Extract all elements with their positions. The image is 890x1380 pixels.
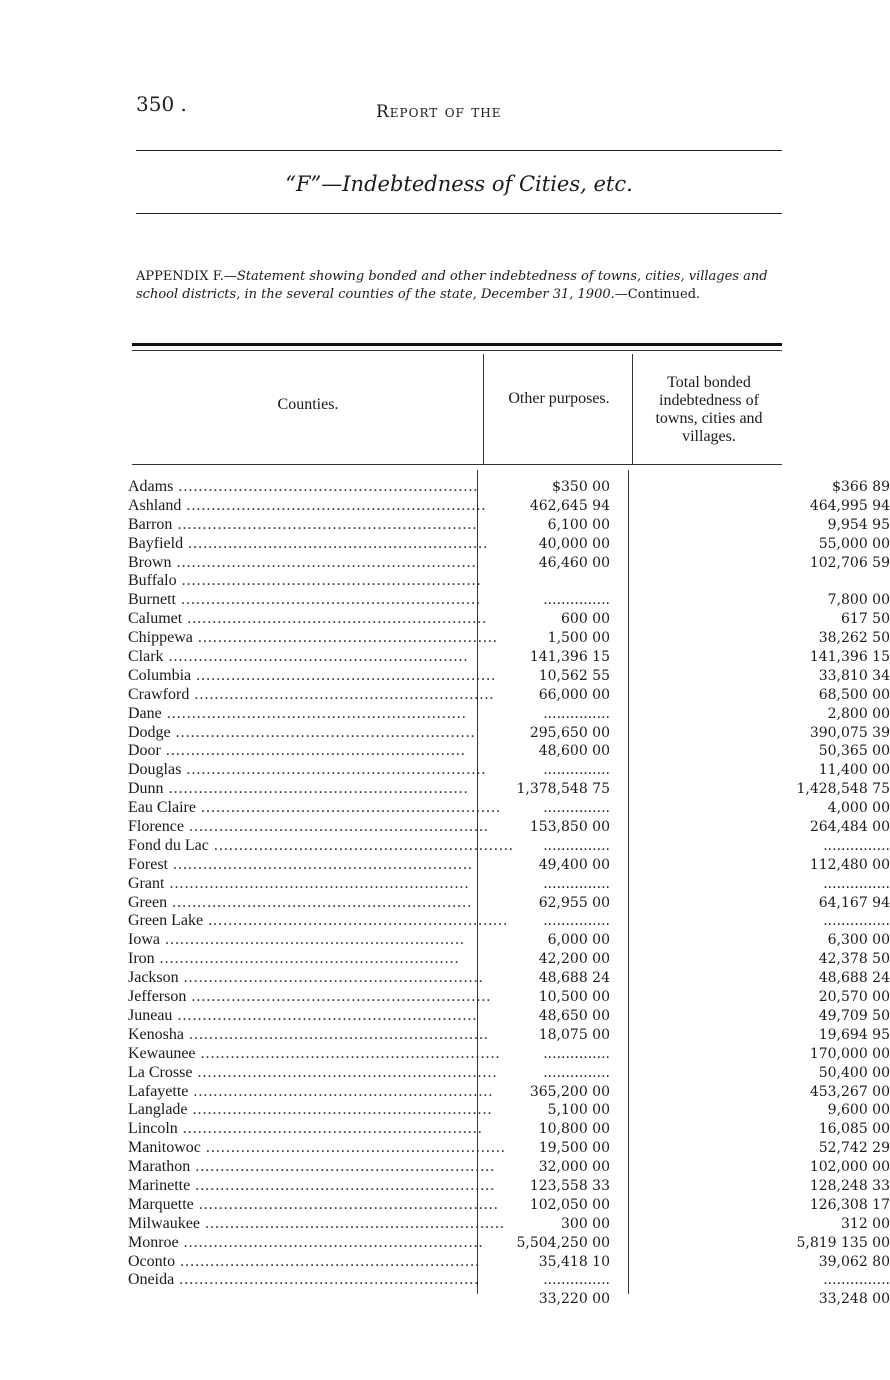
county-name: Fond du Lac bbox=[128, 836, 209, 854]
table-row bbox=[128, 1063, 890, 1083]
county-cell bbox=[128, 1044, 501, 1064]
table-row bbox=[128, 1233, 890, 1253]
county-cell bbox=[128, 969, 484, 988]
dot-leader: ............................................................ bbox=[182, 610, 488, 628]
table-row bbox=[128, 1006, 890, 1026]
table-row bbox=[128, 629, 890, 648]
dot-leader: ............................................................ bbox=[171, 553, 477, 571]
other-purposes-cell: ............... bbox=[543, 705, 610, 722]
table-row bbox=[128, 912, 890, 931]
county-cell bbox=[128, 666, 497, 686]
table-row bbox=[128, 666, 890, 686]
table-row bbox=[128, 1214, 890, 1234]
dot-leader: ............................................................ bbox=[183, 534, 489, 552]
table-row bbox=[128, 761, 890, 780]
county-cell bbox=[128, 1120, 483, 1139]
other-purposes-cell: ............... bbox=[543, 1064, 610, 1081]
county-name: Door bbox=[128, 742, 161, 760]
other-purposes-cell: 66,000 00 bbox=[538, 686, 610, 703]
table-top-rule-thin bbox=[132, 350, 782, 351]
county-cell bbox=[128, 1176, 496, 1196]
other-purposes-cell: 48,688 24 bbox=[538, 970, 610, 987]
county-cell bbox=[128, 1252, 481, 1272]
dot-leader: ............................................................ bbox=[176, 572, 482, 590]
county-cell bbox=[128, 496, 487, 516]
dot-leader: ............................................................ bbox=[187, 1101, 493, 1119]
table-row bbox=[128, 780, 890, 799]
header-counties: Counties. bbox=[277, 396, 339, 413]
dot-leader: ............................................................ bbox=[195, 799, 501, 817]
total-bonded-cell: 39,062 80 bbox=[818, 1253, 890, 1270]
total-bonded-cell: 112,480 00 bbox=[809, 856, 890, 873]
table-row bbox=[128, 988, 890, 1007]
county-name: Lincoln bbox=[128, 1120, 178, 1138]
county-cell bbox=[128, 894, 474, 913]
dot-leader: ............................................................ bbox=[168, 855, 473, 873]
table-header-rule bbox=[132, 464, 782, 465]
county-name: Iron bbox=[128, 950, 155, 968]
other-purposes-cell: 35,418 10 bbox=[538, 1253, 610, 1270]
caption-continued: —Continued. bbox=[614, 287, 701, 302]
county-name: Crawford bbox=[128, 685, 190, 703]
county-cell bbox=[128, 912, 509, 931]
county-cell bbox=[128, 799, 501, 818]
county-cell bbox=[128, 629, 498, 648]
county-name: Oneida bbox=[128, 1271, 175, 1289]
dot-leader: ............................................................ bbox=[173, 478, 479, 495]
dot-leader: ............................................................ bbox=[178, 1233, 484, 1251]
total-bonded-cell: 390,075 39 bbox=[809, 724, 890, 741]
table-row bbox=[128, 572, 784, 591]
other-purposes-cell: ............... bbox=[543, 592, 610, 609]
county-name: Calumet bbox=[128, 610, 183, 628]
dot-leader: ............................................................ bbox=[154, 950, 460, 968]
table-row bbox=[128, 591, 890, 610]
title-rule-bottom bbox=[136, 213, 782, 214]
county-cell bbox=[128, 1139, 506, 1158]
dot-leader: ............................................................ bbox=[191, 666, 497, 684]
county-name: Douglas bbox=[128, 761, 182, 779]
county-cell bbox=[128, 1271, 480, 1290]
total-bonded-cell: 52,742 29 bbox=[818, 1140, 890, 1157]
other-purposes-cell: 33,220 00 bbox=[538, 1291, 610, 1308]
dot-leader: ............................................................ bbox=[190, 1158, 496, 1176]
table-row bbox=[128, 1044, 890, 1064]
other-purposes-cell: 1,500 00 bbox=[547, 630, 610, 647]
running-title: Report of the bbox=[376, 102, 502, 122]
county-cell bbox=[128, 685, 495, 705]
other-purposes-cell: ............... bbox=[543, 1045, 610, 1062]
caption-body: Statement showing bonded and other indebtedness of towns, cities, villages and school districts, in the several counties of the state, December 31, 1900. bbox=[136, 269, 768, 302]
county-name: Eau Claire bbox=[128, 799, 196, 817]
page-number: 350 . bbox=[136, 92, 187, 116]
total-bonded-cell: 2,800 00 bbox=[827, 705, 890, 722]
other-purposes-cell: 102,050 00 bbox=[529, 1196, 610, 1213]
county-name: Burnett bbox=[128, 591, 176, 609]
table-row bbox=[128, 1025, 890, 1045]
county-name: Marathon bbox=[128, 1158, 191, 1176]
other-purposes-cell: 295,650 00 bbox=[529, 724, 610, 741]
county-name: Juneau bbox=[128, 1006, 173, 1024]
total-bonded-cell: 128,248 33 bbox=[809, 1177, 890, 1194]
dot-leader: ............................................................ bbox=[199, 1214, 505, 1232]
total-bonded-cell: 102,706 59 bbox=[809, 554, 890, 571]
other-purposes-cell: 19,500 00 bbox=[538, 1140, 610, 1157]
county-name: Manitowoc bbox=[128, 1139, 201, 1157]
county-name: Langlade bbox=[128, 1101, 188, 1119]
dot-leader: ............................................................ bbox=[161, 704, 467, 722]
section-title: “F”—Indebtedness of Cities, etc. bbox=[285, 172, 633, 196]
dot-leader: ............................................................ bbox=[189, 685, 495, 703]
total-bonded-cell: ............... bbox=[823, 1272, 890, 1289]
dot-leader: ............................................................ bbox=[178, 969, 484, 987]
other-purposes-cell: 10,562 55 bbox=[538, 667, 610, 684]
dot-leader: ............................................................ bbox=[159, 931, 465, 949]
other-purposes-cell: ............... bbox=[543, 913, 610, 930]
county-name: Adams bbox=[128, 478, 174, 495]
county-cell bbox=[128, 478, 479, 497]
county-name: Lafayette bbox=[128, 1082, 189, 1100]
other-purposes-cell: 10,500 00 bbox=[538, 989, 610, 1006]
county-name: Jackson bbox=[128, 969, 179, 987]
total-bonded-cell: 9,600 00 bbox=[827, 1102, 890, 1119]
other-purposes-cell: 6,000 00 bbox=[547, 932, 610, 949]
dot-leader: ............................................................ bbox=[183, 818, 489, 836]
dot-leader: ............................................................ bbox=[183, 1025, 489, 1043]
county-cell bbox=[128, 856, 474, 875]
county-name: Brown bbox=[128, 553, 172, 571]
table-row bbox=[128, 496, 890, 516]
title-rule-top bbox=[136, 150, 782, 151]
other-purposes-cell: 62,955 00 bbox=[538, 894, 610, 911]
header-total-bonded: Total bonded indebtedness of towns, cities and villages. bbox=[655, 374, 763, 445]
total-bonded-cell: 5,819 135 00 bbox=[796, 1234, 890, 1251]
dot-leader: ............................................................ bbox=[195, 1044, 501, 1062]
dot-leader: ............................................................ bbox=[181, 761, 487, 779]
dot-leader: ............................................................ bbox=[200, 1139, 506, 1157]
county-cell bbox=[128, 1101, 493, 1120]
dot-leader: ............................................................ bbox=[192, 629, 498, 647]
other-purposes-cell: ............... bbox=[543, 1272, 610, 1289]
total-bonded-cell: 48,688 24 bbox=[818, 970, 890, 987]
total-bonded-cell: 16,085 00 bbox=[818, 1121, 890, 1138]
other-purposes-cell: 49,400 00 bbox=[538, 856, 610, 873]
county-name: Florence bbox=[128, 818, 184, 836]
other-purposes-cell: ............... bbox=[543, 875, 610, 892]
dot-leader: ............................................................ bbox=[181, 496, 487, 514]
table-caption bbox=[136, 268, 782, 304]
other-purposes-cell: 40,000 00 bbox=[538, 535, 610, 552]
table-row bbox=[128, 723, 890, 743]
table-row bbox=[128, 1195, 890, 1215]
table-row bbox=[128, 893, 890, 913]
dot-leader: ............................................................ bbox=[170, 723, 476, 741]
total-bonded-cell: 64,167 94 bbox=[818, 894, 890, 911]
county-cell bbox=[128, 648, 474, 667]
other-purposes-cell: 365,200 00 bbox=[529, 1083, 610, 1100]
table-body bbox=[128, 478, 890, 1309]
other-purposes-cell: ............... bbox=[543, 762, 610, 779]
county-cell bbox=[128, 950, 474, 969]
county-name: Buffalo bbox=[128, 572, 177, 590]
total-bonded-cell: 19,694 95 bbox=[818, 1026, 890, 1043]
dot-leader: ............................................................ bbox=[163, 648, 469, 666]
dot-leader: ............................................................ bbox=[188, 1082, 494, 1100]
table-row bbox=[128, 553, 890, 573]
total-bonded-cell: 20,570 00 bbox=[818, 989, 890, 1006]
total-bonded-cell: 11,400 00 bbox=[818, 762, 890, 779]
table-row bbox=[128, 931, 890, 950]
county-cell bbox=[128, 534, 489, 554]
table-row bbox=[128, 610, 890, 629]
county-name: Oconto bbox=[128, 1252, 176, 1270]
table-row bbox=[128, 1082, 890, 1102]
table-row bbox=[128, 836, 890, 856]
other-purposes-cell: 123,558 33 bbox=[529, 1177, 610, 1194]
other-purposes-cell: 1,378,548 75 bbox=[516, 781, 610, 798]
county-cell bbox=[128, 610, 488, 629]
county-name: Kewaunee bbox=[128, 1044, 196, 1062]
total-bonded-cell: 141,396 15 bbox=[809, 649, 890, 666]
dot-leader: ............................................................ bbox=[174, 1271, 480, 1289]
county-cell bbox=[128, 553, 477, 573]
county-cell bbox=[128, 761, 487, 780]
county-cell bbox=[128, 515, 478, 535]
dot-leader: ............................................................ bbox=[186, 988, 492, 1006]
other-purposes-cell: ............... bbox=[543, 800, 610, 817]
county-cell bbox=[128, 931, 474, 950]
total-bonded-cell: 33,810 34 bbox=[818, 667, 890, 684]
total-bonded-cell: 170,000 00 bbox=[809, 1045, 890, 1062]
county-cell bbox=[128, 724, 474, 743]
dot-leader: ............................................................ bbox=[164, 874, 470, 892]
header-divider-1 bbox=[483, 354, 484, 464]
county-cell bbox=[128, 1214, 505, 1234]
table-row bbox=[128, 1158, 890, 1177]
table-row bbox=[128, 648, 890, 667]
other-purposes-cell: 6,100 00 bbox=[547, 516, 610, 533]
total-bonded-cell: 50,365 00 bbox=[818, 743, 890, 760]
county-name: Green Lake bbox=[128, 912, 204, 930]
county-cell bbox=[128, 1082, 494, 1102]
total-bonded-cell: 102,000 00 bbox=[809, 1159, 890, 1176]
other-purposes-cell: 18,075 00 bbox=[538, 1026, 610, 1043]
table-row bbox=[128, 969, 890, 988]
other-purposes-cell: 600 00 bbox=[561, 611, 610, 628]
table-row bbox=[128, 478, 890, 497]
other-purposes-cell: 46,460 00 bbox=[538, 554, 610, 571]
dot-leader: ............................................................ bbox=[163, 780, 469, 798]
table-row bbox=[128, 742, 890, 761]
table-row bbox=[128, 950, 890, 969]
county-name: Clark bbox=[128, 648, 164, 666]
county-name: Barron bbox=[128, 515, 173, 533]
dot-leader: ............................................................ bbox=[190, 1176, 496, 1194]
county-cell bbox=[128, 591, 481, 610]
dot-leader: ............................................................ bbox=[160, 742, 466, 760]
county-name: Monroe bbox=[128, 1233, 179, 1251]
county-cell bbox=[128, 988, 492, 1007]
dot-leader: ............................................................ bbox=[176, 591, 481, 609]
total-bonded-cell: 312 00 bbox=[841, 1215, 890, 1232]
county-name: Jefferson bbox=[128, 988, 187, 1006]
other-purposes-cell: 5,504,250 00 bbox=[516, 1234, 610, 1251]
total-bonded-cell: 49,709 50 bbox=[818, 1007, 890, 1024]
other-purposes-cell: 141,396 15 bbox=[529, 649, 610, 666]
total-bonded-cell: 453,267 00 bbox=[809, 1083, 890, 1100]
county-name: Marquette bbox=[128, 1195, 194, 1213]
total-bonded-cell: $366 89 bbox=[832, 479, 890, 495]
total-bonded-cell: 126,308 17 bbox=[809, 1196, 890, 1213]
county-cell bbox=[128, 1158, 496, 1177]
county-cell bbox=[128, 1006, 478, 1026]
other-purposes-cell: 42,200 00 bbox=[538, 951, 610, 968]
other-purposes-cell: $350 00 bbox=[552, 479, 610, 495]
dot-leader: ............................................................ bbox=[172, 1006, 478, 1024]
table-top-rule bbox=[132, 343, 782, 346]
county-cell bbox=[128, 818, 489, 837]
county-cell bbox=[128, 742, 474, 761]
county-cell bbox=[128, 705, 474, 724]
county-name: Kenosha bbox=[128, 1025, 184, 1043]
total-bonded-cell: 464,995 94 bbox=[809, 497, 890, 514]
county-name: Chippewa bbox=[128, 629, 193, 647]
county-cell bbox=[128, 1195, 499, 1215]
table-row bbox=[128, 1101, 890, 1120]
total-bonded-cell: 9,954 95 bbox=[827, 516, 890, 533]
table-row bbox=[128, 1120, 890, 1139]
table-row bbox=[128, 1176, 890, 1196]
other-purposes-cell: 462,645 94 bbox=[529, 497, 610, 514]
county-cell bbox=[128, 1233, 484, 1253]
total-bonded-cell: ............... bbox=[823, 913, 890, 930]
total-bonded-cell: 38,262 50 bbox=[818, 630, 890, 647]
county-cell bbox=[128, 836, 514, 856]
county-name: Green bbox=[128, 893, 168, 911]
table-row bbox=[128, 1271, 890, 1290]
table-row bbox=[128, 799, 890, 818]
county-name: Bayfield bbox=[128, 534, 184, 552]
table-row bbox=[128, 855, 890, 875]
dot-leader: ............................................................ bbox=[167, 893, 473, 911]
table-row bbox=[128, 704, 890, 724]
other-purposes-cell: 32,000 00 bbox=[538, 1159, 610, 1176]
table-row bbox=[128, 1252, 890, 1272]
county-name: Columbia bbox=[128, 666, 192, 684]
county-name: Iowa bbox=[128, 931, 160, 949]
other-purposes-cell: 10,800 00 bbox=[538, 1121, 610, 1138]
total-bonded-cell: ............... bbox=[823, 875, 890, 892]
total-bonded-cell: 264,484 00 bbox=[809, 819, 890, 836]
other-purposes-cell: 300 00 bbox=[561, 1215, 610, 1232]
other-purposes-cell: ............... bbox=[543, 837, 610, 854]
county-cell bbox=[128, 1063, 498, 1083]
total-bonded-cell: ............... bbox=[823, 837, 890, 854]
dot-leader: ............................................................ bbox=[177, 1120, 483, 1138]
dot-leader: ............................................................ bbox=[192, 1063, 498, 1081]
total-bonded-cell: 7,800 00 bbox=[827, 592, 890, 609]
county-cell bbox=[128, 1025, 489, 1045]
table-row bbox=[128, 515, 890, 535]
caption-lead: APPENDIX F.— bbox=[136, 269, 237, 284]
total-bonded-cell: 6,300 00 bbox=[827, 932, 890, 949]
table-row bbox=[128, 685, 890, 705]
total-bonded-cell: 617 50 bbox=[841, 611, 890, 628]
county-name: Dane bbox=[128, 704, 162, 722]
total-bonded-cell: 4,000 00 bbox=[827, 800, 890, 817]
county-name: Milwaukee bbox=[128, 1214, 200, 1232]
county-name: Dunn bbox=[128, 780, 164, 798]
dot-leader: ............................................................ bbox=[175, 1252, 481, 1270]
county-name: Grant bbox=[128, 874, 165, 892]
total-bonded-cell: 68,500 00 bbox=[818, 686, 890, 703]
other-purposes-cell: 5,100 00 bbox=[547, 1102, 610, 1119]
county-name: Dodge bbox=[128, 723, 171, 741]
table-row bbox=[128, 1290, 890, 1309]
county-cell bbox=[128, 780, 474, 799]
county-name: Ashland bbox=[128, 496, 182, 514]
dot-leader: ............................................................ bbox=[203, 912, 509, 930]
county-cell bbox=[128, 875, 474, 894]
table-row bbox=[128, 1139, 890, 1158]
total-bonded-cell: 33,248 00 bbox=[818, 1291, 890, 1308]
other-purposes-cell: 153,850 00 bbox=[529, 819, 610, 836]
total-bonded-cell: 1,428,548 75 bbox=[796, 781, 890, 798]
county-name: Marinette bbox=[128, 1176, 191, 1194]
dot-leader: ............................................................ bbox=[193, 1195, 499, 1213]
header-divider-2 bbox=[632, 354, 633, 464]
county-cell bbox=[128, 572, 482, 591]
other-purposes-cell: 48,600 00 bbox=[538, 743, 610, 760]
total-bonded-cell: 42,378 50 bbox=[818, 951, 890, 968]
table-row bbox=[128, 534, 890, 554]
table-row bbox=[128, 874, 890, 894]
table-row bbox=[128, 818, 890, 837]
header-other-purposes: Other purposes. bbox=[508, 390, 610, 407]
county-name: Forest bbox=[128, 855, 168, 873]
total-bonded-cell: 50,400 00 bbox=[818, 1064, 890, 1081]
dot-leader: ............................................................ bbox=[208, 836, 514, 854]
other-purposes-cell: 48,650 00 bbox=[538, 1007, 610, 1024]
dot-leader: ............................................................ bbox=[172, 515, 478, 533]
county-name: La Crosse bbox=[128, 1063, 193, 1081]
total-bonded-cell: 55,000 00 bbox=[818, 535, 890, 552]
